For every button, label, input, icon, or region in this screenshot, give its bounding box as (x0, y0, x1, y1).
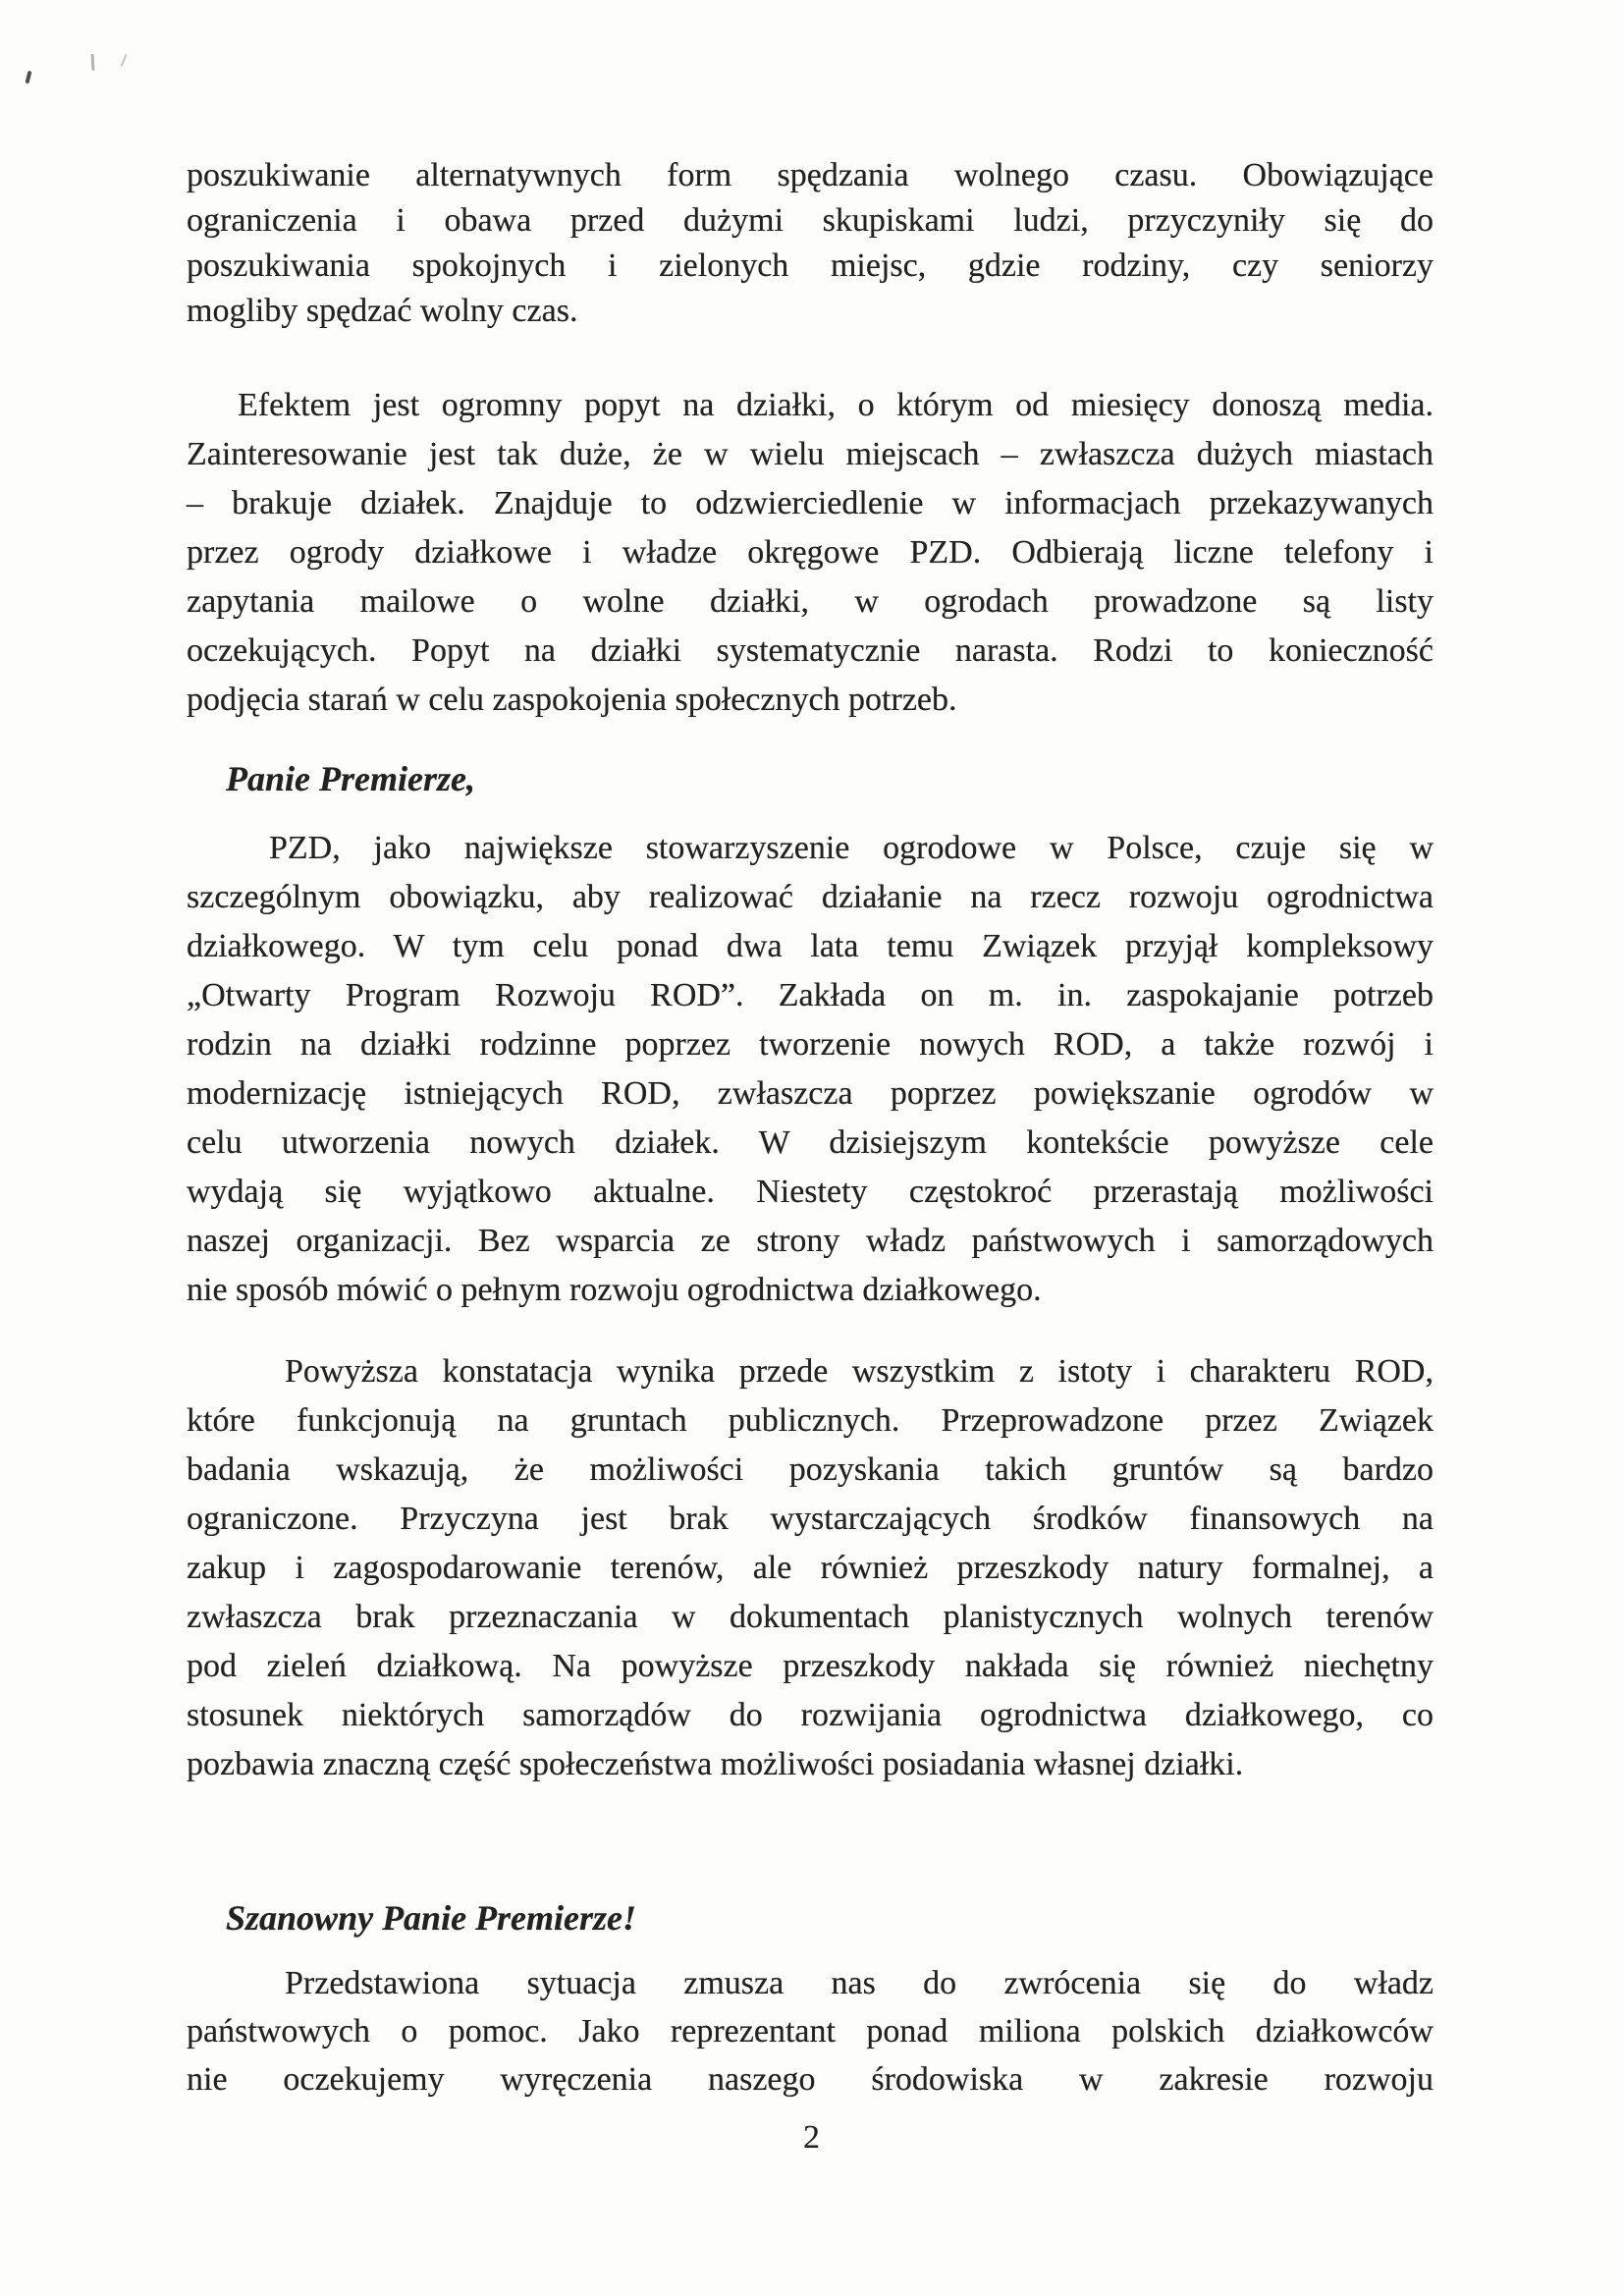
text-line: oczekujących. Popyt na działki systematycznie narasta. Rodzi to konieczność (187, 632, 1434, 669)
section-heading (187, 754, 1434, 803)
text-line: Powyższa konstatacja wynika przede wszystkim z istoty i charakteru ROD, (285, 1353, 1434, 1390)
text-line: pod zieleń działkową. Na powyższe przeszkody nakłada się również niechętny (187, 1648, 1434, 1684)
heading-text: Panie Premierze, (226, 759, 475, 798)
text-line: mogliby spędzać wolny czas. (187, 293, 578, 329)
page-number: 2 (803, 2119, 820, 2156)
text-line: Przedstawiona sytuacja zmusza nas do zwrócenia się do władz (285, 1965, 1434, 2001)
text-line: zakup i zagospodarowanie terenów, ale również przeszkody natury formalnej, a (187, 1550, 1434, 1586)
text-line: zapytania mailowe o wolne działki, w ogrodach prowadzone są listy (187, 583, 1434, 620)
scan-artifact (91, 54, 95, 71)
paragraph (187, 1959, 1434, 2104)
text-line: państwowych o pomoc. Jako reprezentant ponad miliona polskich działkowców (187, 2013, 1434, 2050)
text-line: PZD, jako największe stowarzyszenie ogrodowe w Polsce, czuje się w (269, 830, 1434, 866)
text-line: naszej organizacji. Bez wsparcia ze strony władz państwowych i samorządowych (187, 1223, 1434, 1259)
text-line: które funkcjonują na gruntach publicznych. Przeprowadzone przez Związek (187, 1402, 1434, 1439)
text-line: ograniczone. Przyczyna jest brak wystarczających środków finansowych na (187, 1501, 1434, 1537)
text-line: podjęcia starań w celu zaspokojenia społecznych potrzeb. (187, 682, 957, 718)
scan-artifact (25, 71, 31, 84)
text-line: nie oczekujemy wyręczenia naszego środowiska w zakresie rozwoju (187, 2061, 1434, 2098)
text-line: wydają się wyjątkowo aktualne. Niestety częstokroć przerastają możliwości (187, 1174, 1434, 1210)
paragraph (187, 1347, 1434, 1789)
text-line: modernizację istniejących ROD, zwłaszcza poprzez powiększanie ogrodów w (187, 1075, 1434, 1112)
text-line: działkowego. W tym celu ponad dwa lata temu Związek przyjął kompleksowy (187, 928, 1434, 964)
text-line: poszukiwania spokojnych i zielonych miejsc, gdzie rodziny, czy seniorzy (187, 247, 1434, 284)
text-line: stosunek niektórych samorządów do rozwijania ogrodnictwa działkowego, co (187, 1697, 1434, 1733)
scan-artifact (120, 54, 127, 67)
heading-text: Szanowny Panie Premierze! (226, 1898, 637, 1938)
paragraph (187, 381, 1434, 725)
text-line: „Otwarty Program Rozwoju ROD”. Zakłada on m. in. zaspokajanie potrzeb (187, 977, 1434, 1013)
text-line: szczególnym obowiązku, aby realizować działanie na rzecz rozwoju ogrodnictwa (187, 879, 1434, 915)
paragraph (187, 153, 1434, 334)
section-heading (187, 1893, 1434, 1942)
text-line: zwłaszcza brak przeznaczania w dokumentach planistycznych wolnych terenów (187, 1599, 1434, 1635)
text-line: poszukiwanie alternatywnych form spędzania wolnego czasu. Obowiązujące (187, 157, 1434, 193)
text-line: – brakuje działek. Znajduje to odzwierciedlenie w informacjach przekazywanych (187, 485, 1434, 521)
text-line: przez ogrody działkowe i władze okręgowe PZD. Odbierają liczne telefony i (187, 534, 1434, 571)
text-line: pozbawia znaczną część społeczeństwa możliwości posiadania własnej działki. (187, 1746, 1244, 1782)
text-line: badania wskazują, że możliwości pozyskania takich gruntów są bardzo (187, 1451, 1434, 1488)
text-line: Efektem jest ogromny popyt na działki, o którym od miesięcy donoszą media. (238, 387, 1434, 423)
text-line: ograniczenia i obawa przed dużymi skupiskami ludzi, przyczyniły się do (187, 202, 1434, 239)
text-line: rodzin na działki rodzinne poprzez tworzenie nowych ROD, a także rozwój i (187, 1026, 1434, 1063)
paragraph (187, 824, 1434, 1315)
text-line: celu utworzenia nowych działek. W dzisiejszym kontekście powyższe cele (187, 1124, 1434, 1161)
text-line: Zainteresowanie jest tak duże, że w wielu miejscach – zwłaszcza dużych miastach (187, 436, 1434, 472)
text-line: nie sposób mówić o pełnym rozwoju ogrodnictwa działkowego. (187, 1272, 1042, 1308)
